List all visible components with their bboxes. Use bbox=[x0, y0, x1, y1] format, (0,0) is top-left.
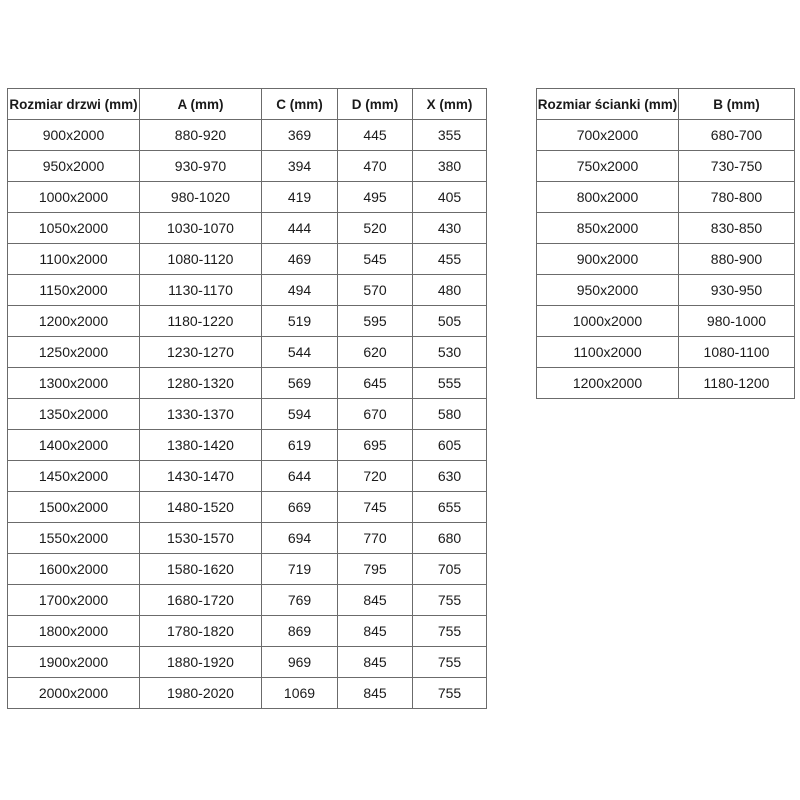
table-cell: 594 bbox=[262, 399, 338, 430]
table-cell: 545 bbox=[338, 244, 413, 275]
table-cell: 930-970 bbox=[140, 151, 262, 182]
table-cell: 880-900 bbox=[679, 244, 795, 275]
wall-dimensions-table bbox=[536, 88, 795, 399]
table-cell: 795 bbox=[338, 554, 413, 585]
table-cell: 605 bbox=[413, 430, 487, 461]
table-cell: 469 bbox=[262, 244, 338, 275]
table-cell: 394 bbox=[262, 151, 338, 182]
table-row bbox=[537, 213, 795, 244]
table-row bbox=[8, 182, 487, 213]
table-row bbox=[8, 120, 487, 151]
table-cell: 1500x2000 bbox=[8, 492, 140, 523]
table-cell: 980-1020 bbox=[140, 182, 262, 213]
table-row bbox=[537, 275, 795, 306]
table-cell: 950x2000 bbox=[8, 151, 140, 182]
table-cell: 720 bbox=[338, 461, 413, 492]
table-cell: 880-920 bbox=[140, 120, 262, 151]
table-cell: 1180-1220 bbox=[140, 306, 262, 337]
column-header: Rozmiar ścianki (mm) bbox=[537, 89, 679, 120]
table-cell: 569 bbox=[262, 368, 338, 399]
header-row bbox=[537, 89, 795, 120]
table-cell: 1280-1320 bbox=[140, 368, 262, 399]
table-cell: 645 bbox=[338, 368, 413, 399]
table-cell: 900x2000 bbox=[8, 120, 140, 151]
table-cell: 580 bbox=[413, 399, 487, 430]
column-header: A (mm) bbox=[140, 89, 262, 120]
table-cell: 380 bbox=[413, 151, 487, 182]
column-header: B (mm) bbox=[679, 89, 795, 120]
table-cell: 750x2000 bbox=[537, 151, 679, 182]
table-cell: 1100x2000 bbox=[537, 337, 679, 368]
table-cell: 1350x2000 bbox=[8, 399, 140, 430]
table-cell: 430 bbox=[413, 213, 487, 244]
table-cell: 1800x2000 bbox=[8, 616, 140, 647]
table-cell: 1450x2000 bbox=[8, 461, 140, 492]
column-header: Rozmiar drzwi (mm) bbox=[8, 89, 140, 120]
header-row bbox=[8, 89, 487, 120]
table-cell: 544 bbox=[262, 337, 338, 368]
table-cell: 480 bbox=[413, 275, 487, 306]
table-cell: 700x2000 bbox=[537, 120, 679, 151]
table-cell: 1600x2000 bbox=[8, 554, 140, 585]
table-cell: 620 bbox=[338, 337, 413, 368]
table-cell: 530 bbox=[413, 337, 487, 368]
table-row bbox=[8, 399, 487, 430]
table-cell: 1050x2000 bbox=[8, 213, 140, 244]
table-cell: 1380-1420 bbox=[140, 430, 262, 461]
table-cell: 980-1000 bbox=[679, 306, 795, 337]
table-cell: 369 bbox=[262, 120, 338, 151]
table-cell: 680-700 bbox=[679, 120, 795, 151]
table-cell: 1700x2000 bbox=[8, 585, 140, 616]
table-cell: 669 bbox=[262, 492, 338, 523]
table-cell: 519 bbox=[262, 306, 338, 337]
table-row bbox=[8, 554, 487, 585]
table-row bbox=[537, 151, 795, 182]
table-row bbox=[537, 337, 795, 368]
table-cell: 1680-1720 bbox=[140, 585, 262, 616]
table-cell: 1230-1270 bbox=[140, 337, 262, 368]
table-cell: 555 bbox=[413, 368, 487, 399]
table-row bbox=[8, 585, 487, 616]
table-row bbox=[8, 616, 487, 647]
table-cell: 595 bbox=[338, 306, 413, 337]
table-cell: 455 bbox=[413, 244, 487, 275]
table-cell: 1200x2000 bbox=[8, 306, 140, 337]
table-cell: 680 bbox=[413, 523, 487, 554]
door-dimensions-table bbox=[7, 88, 487, 709]
table-cell: 1080-1100 bbox=[679, 337, 795, 368]
table-cell: 755 bbox=[413, 678, 487, 709]
table-row bbox=[8, 306, 487, 337]
table-cell: 719 bbox=[262, 554, 338, 585]
table-row bbox=[8, 275, 487, 306]
table-cell: 1300x2000 bbox=[8, 368, 140, 399]
table-cell: 505 bbox=[413, 306, 487, 337]
table-row bbox=[8, 461, 487, 492]
table-cell: 655 bbox=[413, 492, 487, 523]
table-cell: 745 bbox=[338, 492, 413, 523]
table-cell: 1430-1470 bbox=[140, 461, 262, 492]
table-row bbox=[8, 244, 487, 275]
table-row bbox=[537, 182, 795, 213]
table-cell: 1480-1520 bbox=[140, 492, 262, 523]
table-cell: 1000x2000 bbox=[8, 182, 140, 213]
table-cell: 869 bbox=[262, 616, 338, 647]
table-cell: 1150x2000 bbox=[8, 275, 140, 306]
column-header: D (mm) bbox=[338, 89, 413, 120]
table-cell: 1530-1570 bbox=[140, 523, 262, 554]
table-cell: 405 bbox=[413, 182, 487, 213]
table-cell: 1200x2000 bbox=[537, 368, 679, 399]
table-cell: 1250x2000 bbox=[8, 337, 140, 368]
table-row bbox=[8, 430, 487, 461]
table-cell: 830-850 bbox=[679, 213, 795, 244]
table-cell: 1000x2000 bbox=[537, 306, 679, 337]
table-cell: 694 bbox=[262, 523, 338, 554]
table-cell: 630 bbox=[413, 461, 487, 492]
table-cell: 619 bbox=[262, 430, 338, 461]
table-cell: 705 bbox=[413, 554, 487, 585]
table-cell: 1980-2020 bbox=[140, 678, 262, 709]
table-cell: 950x2000 bbox=[537, 275, 679, 306]
table-cell: 644 bbox=[262, 461, 338, 492]
table-cell: 969 bbox=[262, 647, 338, 678]
table-row bbox=[537, 306, 795, 337]
table-cell: 1330-1370 bbox=[140, 399, 262, 430]
table-row bbox=[8, 337, 487, 368]
table-cell: 730-750 bbox=[679, 151, 795, 182]
table-row bbox=[537, 244, 795, 275]
table-cell: 1100x2000 bbox=[8, 244, 140, 275]
table-cell: 419 bbox=[262, 182, 338, 213]
table-cell: 755 bbox=[413, 616, 487, 647]
table-cell: 1880-1920 bbox=[140, 647, 262, 678]
table-cell: 494 bbox=[262, 275, 338, 306]
table-cell: 1030-1070 bbox=[140, 213, 262, 244]
table-cell: 845 bbox=[338, 647, 413, 678]
table-cell: 755 bbox=[413, 585, 487, 616]
table-cell: 695 bbox=[338, 430, 413, 461]
table-row bbox=[8, 213, 487, 244]
table-cell: 1180-1200 bbox=[679, 368, 795, 399]
table-cell: 845 bbox=[338, 678, 413, 709]
table-cell: 355 bbox=[413, 120, 487, 151]
table-cell: 900x2000 bbox=[537, 244, 679, 275]
column-header: C (mm) bbox=[262, 89, 338, 120]
table-row bbox=[8, 523, 487, 554]
table-cell: 1780-1820 bbox=[140, 616, 262, 647]
table-cell: 845 bbox=[338, 616, 413, 647]
table-cell: 769 bbox=[262, 585, 338, 616]
table-cell: 780-800 bbox=[679, 182, 795, 213]
table-cell: 570 bbox=[338, 275, 413, 306]
table-cell: 1130-1170 bbox=[140, 275, 262, 306]
table-cell: 445 bbox=[338, 120, 413, 151]
table-cell: 800x2000 bbox=[537, 182, 679, 213]
table-row bbox=[537, 368, 795, 399]
table-cell: 1550x2000 bbox=[8, 523, 140, 554]
table-cell: 444 bbox=[262, 213, 338, 244]
table-cell: 770 bbox=[338, 523, 413, 554]
table-cell: 1080-1120 bbox=[140, 244, 262, 275]
table-row bbox=[8, 368, 487, 399]
table-row bbox=[537, 120, 795, 151]
table-cell: 670 bbox=[338, 399, 413, 430]
table-cell: 850x2000 bbox=[537, 213, 679, 244]
table-cell: 930-950 bbox=[679, 275, 795, 306]
table-row bbox=[8, 647, 487, 678]
table-cell: 495 bbox=[338, 182, 413, 213]
table-row bbox=[8, 492, 487, 523]
table-row bbox=[8, 678, 487, 709]
table-cell: 1069 bbox=[262, 678, 338, 709]
table-cell: 470 bbox=[338, 151, 413, 182]
table-cell: 1580-1620 bbox=[140, 554, 262, 585]
table-cell: 2000x2000 bbox=[8, 678, 140, 709]
table-cell: 755 bbox=[413, 647, 487, 678]
table-row bbox=[8, 151, 487, 182]
table-cell: 845 bbox=[338, 585, 413, 616]
column-header: X (mm) bbox=[413, 89, 487, 120]
table-cell: 1400x2000 bbox=[8, 430, 140, 461]
table-cell: 1900x2000 bbox=[8, 647, 140, 678]
table-cell: 520 bbox=[338, 213, 413, 244]
